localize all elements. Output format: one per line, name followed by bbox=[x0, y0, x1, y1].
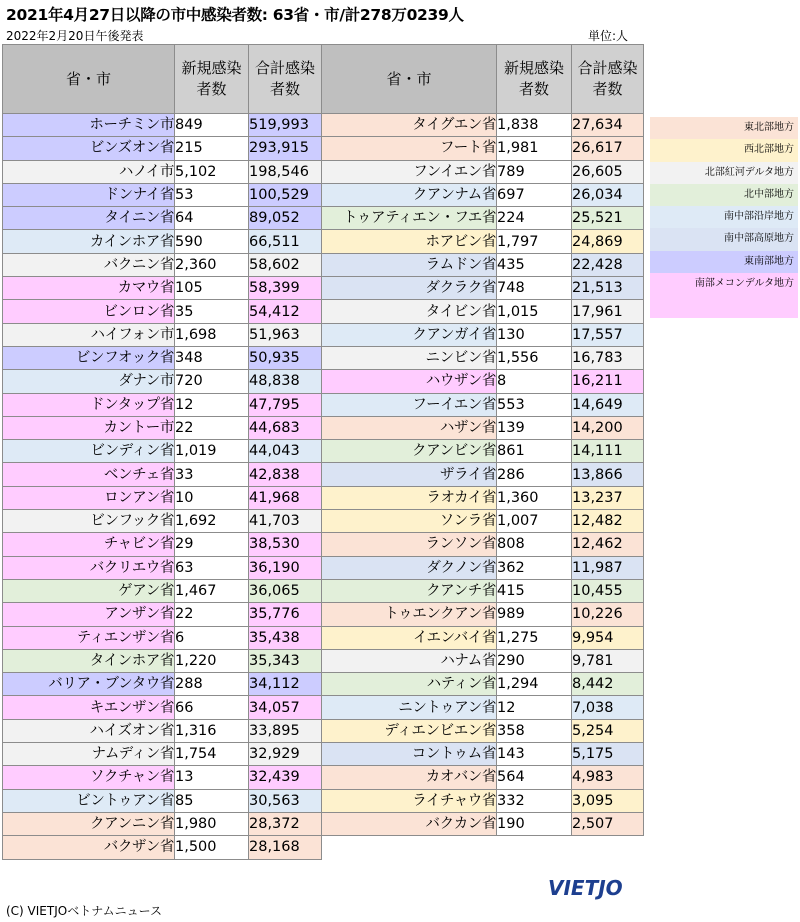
new-cases-value: 35 bbox=[175, 300, 249, 323]
province-name: バクザン省 bbox=[3, 836, 175, 859]
table-row bbox=[3, 253, 322, 276]
table-row bbox=[322, 440, 644, 463]
table-row bbox=[322, 766, 644, 789]
table-row bbox=[322, 626, 644, 649]
table-row bbox=[322, 579, 644, 602]
table-row bbox=[3, 183, 322, 206]
total-cases-value: 28,168 bbox=[249, 836, 322, 859]
new-cases-value: 564 bbox=[497, 766, 572, 789]
province-name: ニンビン省 bbox=[322, 346, 497, 369]
legend-item: 北中部地方 bbox=[650, 184, 798, 206]
table-row bbox=[322, 486, 644, 509]
table-row bbox=[3, 789, 322, 812]
copyright-footer: (C) VIETJOベトナムニュース bbox=[6, 904, 163, 918]
province-name: ディエンビエン省 bbox=[322, 719, 497, 742]
province-name: ダナン市 bbox=[3, 370, 175, 393]
province-name: ソンラ省 bbox=[322, 510, 497, 533]
new-cases-value: 697 bbox=[497, 183, 572, 206]
new-cases-value: 1,294 bbox=[497, 673, 572, 696]
new-cases-value: 553 bbox=[497, 393, 572, 416]
new-cases-value: 1,467 bbox=[175, 579, 249, 602]
province-name: ビントゥアン省 bbox=[3, 789, 175, 812]
table-row bbox=[3, 510, 322, 533]
table-row bbox=[322, 416, 644, 439]
province-name: ハイフォン市 bbox=[3, 323, 175, 346]
new-cases-value: 590 bbox=[175, 230, 249, 253]
new-cases-value: 66 bbox=[175, 696, 249, 719]
new-cases-value: 1,316 bbox=[175, 719, 249, 742]
table-row bbox=[322, 207, 644, 230]
total-cases-value: 14,649 bbox=[572, 393, 644, 416]
table-row bbox=[3, 812, 322, 835]
total-cases-value: 26,605 bbox=[572, 160, 644, 183]
legend-item: 西北部地方 bbox=[650, 139, 798, 161]
table-row bbox=[322, 743, 644, 766]
province-name: ビンディン省 bbox=[3, 440, 175, 463]
province-name: フーイエン省 bbox=[322, 393, 497, 416]
table-row bbox=[322, 393, 644, 416]
province-name: バクリエウ省 bbox=[3, 556, 175, 579]
new-cases-value: 288 bbox=[175, 673, 249, 696]
new-cases-value: 1,019 bbox=[175, 440, 249, 463]
province-name: ハナム省 bbox=[322, 649, 497, 672]
total-cases-value: 36,065 bbox=[249, 579, 322, 602]
province-name: ハウザン省 bbox=[322, 370, 497, 393]
total-cases-value: 293,915 bbox=[249, 137, 322, 160]
province-name: ホーチミン市 bbox=[3, 114, 175, 137]
province-name: ザライ省 bbox=[322, 463, 497, 486]
table-row bbox=[3, 603, 322, 626]
table-row bbox=[3, 626, 322, 649]
province-name: ニントゥアン省 bbox=[322, 696, 497, 719]
table-row bbox=[322, 719, 644, 742]
new-cases-value: 1,275 bbox=[497, 626, 572, 649]
new-cases-value: 8 bbox=[497, 370, 572, 393]
province-name: トゥアティエン・フエ省 bbox=[322, 207, 497, 230]
province-name: バクカン省 bbox=[322, 812, 497, 835]
header-total: 合計感染者数 bbox=[572, 45, 644, 114]
new-cases-value: 224 bbox=[497, 207, 572, 230]
table-row bbox=[3, 440, 322, 463]
new-cases-value: 1,015 bbox=[497, 300, 572, 323]
province-name: カマウ省 bbox=[3, 277, 175, 300]
table-row bbox=[3, 323, 322, 346]
new-cases-value: 13 bbox=[175, 766, 249, 789]
table-row bbox=[3, 277, 322, 300]
legend-item: 南中部沿岸地方 bbox=[650, 206, 798, 228]
table-row bbox=[3, 556, 322, 579]
total-cases-value: 89,052 bbox=[249, 207, 322, 230]
total-cases-value: 9,781 bbox=[572, 649, 644, 672]
announcement-date: 2022年2月20日午後発表 bbox=[6, 29, 144, 43]
new-cases-value: 849 bbox=[175, 114, 249, 137]
new-cases-value: 415 bbox=[497, 579, 572, 602]
table-row bbox=[3, 836, 322, 859]
new-cases-value: 1,007 bbox=[497, 510, 572, 533]
total-cases-value: 4,983 bbox=[572, 766, 644, 789]
table-row bbox=[3, 393, 322, 416]
province-name: タイグエン省 bbox=[322, 114, 497, 137]
total-cases-value: 21,513 bbox=[572, 277, 644, 300]
table-row bbox=[3, 743, 322, 766]
total-cases-value: 25,521 bbox=[572, 207, 644, 230]
table-header-row bbox=[322, 45, 644, 114]
new-cases-value: 130 bbox=[497, 323, 572, 346]
province-name: アンザン省 bbox=[3, 603, 175, 626]
new-cases-value: 1,556 bbox=[497, 346, 572, 369]
total-cases-value: 27,634 bbox=[572, 114, 644, 137]
province-name: ラオカイ省 bbox=[322, 486, 497, 509]
table-row bbox=[3, 766, 322, 789]
new-cases-value: 215 bbox=[175, 137, 249, 160]
total-cases-value: 30,563 bbox=[249, 789, 322, 812]
total-cases-value: 17,961 bbox=[572, 300, 644, 323]
total-cases-value: 17,557 bbox=[572, 323, 644, 346]
total-cases-value: 198,546 bbox=[249, 160, 322, 183]
total-cases-value: 58,602 bbox=[249, 253, 322, 276]
table-row bbox=[322, 510, 644, 533]
table-row bbox=[322, 183, 644, 206]
province-name: ゲアン省 bbox=[3, 579, 175, 602]
table-row bbox=[322, 277, 644, 300]
new-cases-value: 1,360 bbox=[497, 486, 572, 509]
total-cases-value: 51,963 bbox=[249, 323, 322, 346]
province-name: ハノイ市 bbox=[3, 160, 175, 183]
total-cases-value: 2,507 bbox=[572, 812, 644, 835]
table-row bbox=[3, 649, 322, 672]
new-cases-value: 1,500 bbox=[175, 836, 249, 859]
total-cases-value: 36,190 bbox=[249, 556, 322, 579]
table-row bbox=[322, 230, 644, 253]
legend-item: 南部メコンデルタ地方 bbox=[650, 273, 798, 295]
province-name: トゥエンクアン省 bbox=[322, 603, 497, 626]
new-cases-value: 286 bbox=[497, 463, 572, 486]
table-row bbox=[3, 207, 322, 230]
province-name: ホアビン省 bbox=[322, 230, 497, 253]
left-case-table bbox=[2, 44, 322, 860]
total-cases-value: 34,112 bbox=[249, 673, 322, 696]
legend-item bbox=[650, 295, 798, 317]
province-name: カントー市 bbox=[3, 416, 175, 439]
header-new-cases: 新規感染者数 bbox=[175, 45, 249, 114]
total-cases-value: 54,412 bbox=[249, 300, 322, 323]
province-name: ダクノン省 bbox=[322, 556, 497, 579]
total-cases-value: 7,038 bbox=[572, 696, 644, 719]
new-cases-value: 139 bbox=[497, 416, 572, 439]
total-cases-value: 35,438 bbox=[249, 626, 322, 649]
total-cases-value: 9,954 bbox=[572, 626, 644, 649]
new-cases-value: 1,698 bbox=[175, 323, 249, 346]
total-cases-value: 5,175 bbox=[572, 743, 644, 766]
total-cases-value: 3,095 bbox=[572, 789, 644, 812]
total-cases-value: 42,838 bbox=[249, 463, 322, 486]
new-cases-value: 143 bbox=[497, 743, 572, 766]
new-cases-value: 64 bbox=[175, 207, 249, 230]
table-row bbox=[322, 253, 644, 276]
total-cases-value: 58,399 bbox=[249, 277, 322, 300]
total-cases-value: 14,111 bbox=[572, 440, 644, 463]
province-name: チャビン省 bbox=[3, 533, 175, 556]
total-cases-value: 38,530 bbox=[249, 533, 322, 556]
new-cases-value: 1,220 bbox=[175, 649, 249, 672]
table-row bbox=[3, 533, 322, 556]
total-cases-value: 10,226 bbox=[572, 603, 644, 626]
province-name: キエンザン省 bbox=[3, 696, 175, 719]
new-cases-value: 10 bbox=[175, 486, 249, 509]
province-name: クアンニン省 bbox=[3, 812, 175, 835]
table-row bbox=[3, 137, 322, 160]
page-title: 2021年4月27日以降の市中感染者数: 63省・市/計278万0239人 bbox=[6, 6, 464, 24]
province-name: クアンガイ省 bbox=[322, 323, 497, 346]
unit-label: 単位:人 bbox=[588, 29, 629, 43]
new-cases-value: 861 bbox=[497, 440, 572, 463]
table-row bbox=[3, 719, 322, 742]
new-cases-value: 1,838 bbox=[497, 114, 572, 137]
table-row bbox=[322, 789, 644, 812]
table-row bbox=[3, 416, 322, 439]
new-cases-value: 358 bbox=[497, 719, 572, 742]
table-row bbox=[322, 533, 644, 556]
total-cases-value: 33,895 bbox=[249, 719, 322, 742]
total-cases-value: 100,529 bbox=[249, 183, 322, 206]
total-cases-value: 8,442 bbox=[572, 673, 644, 696]
province-name: ドンナイ省 bbox=[3, 183, 175, 206]
total-cases-value: 41,703 bbox=[249, 510, 322, 533]
new-cases-value: 362 bbox=[497, 556, 572, 579]
new-cases-value: 5,102 bbox=[175, 160, 249, 183]
total-cases-value: 35,776 bbox=[249, 603, 322, 626]
table-row bbox=[3, 300, 322, 323]
header-total: 合計感染者数 bbox=[249, 45, 322, 114]
province-name: ハザン省 bbox=[322, 416, 497, 439]
total-cases-value: 22,428 bbox=[572, 253, 644, 276]
province-name: ラムドン省 bbox=[322, 253, 497, 276]
total-cases-value: 26,034 bbox=[572, 183, 644, 206]
province-name: タインホア省 bbox=[3, 649, 175, 672]
legend-item: 南中部高原地方 bbox=[650, 228, 798, 250]
new-cases-value: 22 bbox=[175, 603, 249, 626]
table-row bbox=[322, 160, 644, 183]
total-cases-value: 32,439 bbox=[249, 766, 322, 789]
province-name: ソクチャン省 bbox=[3, 766, 175, 789]
province-name: クアンチ省 bbox=[322, 579, 497, 602]
province-name: タイビン省 bbox=[322, 300, 497, 323]
new-cases-value: 85 bbox=[175, 789, 249, 812]
table-row bbox=[3, 673, 322, 696]
province-name: ベンチェ省 bbox=[3, 463, 175, 486]
total-cases-value: 28,372 bbox=[249, 812, 322, 835]
province-name: フンイエン省 bbox=[322, 160, 497, 183]
province-name: ダクラク省 bbox=[322, 277, 497, 300]
legend-item: 東北部地方 bbox=[650, 117, 798, 139]
new-cases-value: 12 bbox=[175, 393, 249, 416]
new-cases-value: 720 bbox=[175, 370, 249, 393]
legend-item: 東南部地方 bbox=[650, 251, 798, 273]
header-province: 省・市 bbox=[322, 45, 497, 114]
total-cases-value: 13,866 bbox=[572, 463, 644, 486]
total-cases-value: 35,343 bbox=[249, 649, 322, 672]
province-name: ティエンザン省 bbox=[3, 626, 175, 649]
province-name: フート省 bbox=[322, 137, 497, 160]
total-cases-value: 5,254 bbox=[572, 719, 644, 742]
table-row bbox=[322, 696, 644, 719]
table-row bbox=[3, 346, 322, 369]
province-name: イエンバイ省 bbox=[322, 626, 497, 649]
table-row bbox=[322, 137, 644, 160]
total-cases-value: 10,455 bbox=[572, 579, 644, 602]
new-cases-value: 332 bbox=[497, 789, 572, 812]
legend-item: 北部紅河デルタ地方 bbox=[650, 162, 798, 184]
total-cases-value: 16,783 bbox=[572, 346, 644, 369]
new-cases-value: 33 bbox=[175, 463, 249, 486]
total-cases-value: 44,683 bbox=[249, 416, 322, 439]
table-row bbox=[322, 673, 644, 696]
province-name: ビンフオック省 bbox=[3, 346, 175, 369]
header-new-cases: 新規感染者数 bbox=[497, 45, 572, 114]
total-cases-value: 24,869 bbox=[572, 230, 644, 253]
new-cases-value: 53 bbox=[175, 183, 249, 206]
province-name: ハティン省 bbox=[322, 673, 497, 696]
new-cases-value: 435 bbox=[497, 253, 572, 276]
total-cases-value: 12,462 bbox=[572, 533, 644, 556]
table-row bbox=[322, 300, 644, 323]
total-cases-value: 519,993 bbox=[249, 114, 322, 137]
province-name: ハイズオン省 bbox=[3, 719, 175, 742]
province-name: クアンナム省 bbox=[322, 183, 497, 206]
total-cases-value: 66,511 bbox=[249, 230, 322, 253]
province-name: ビンズオン省 bbox=[3, 137, 175, 160]
table-row bbox=[3, 160, 322, 183]
total-cases-value: 13,237 bbox=[572, 486, 644, 509]
new-cases-value: 1,981 bbox=[497, 137, 572, 160]
table-header-row bbox=[3, 45, 322, 114]
new-cases-value: 2,360 bbox=[175, 253, 249, 276]
table-row bbox=[322, 556, 644, 579]
total-cases-value: 34,057 bbox=[249, 696, 322, 719]
table-row bbox=[3, 230, 322, 253]
new-cases-value: 29 bbox=[175, 533, 249, 556]
province-name: ロンアン省 bbox=[3, 486, 175, 509]
total-cases-value: 12,482 bbox=[572, 510, 644, 533]
province-name: カオバン省 bbox=[322, 766, 497, 789]
table-row bbox=[3, 370, 322, 393]
total-cases-value: 14,200 bbox=[572, 416, 644, 439]
new-cases-value: 22 bbox=[175, 416, 249, 439]
table-row bbox=[322, 114, 644, 137]
table-row bbox=[3, 696, 322, 719]
new-cases-value: 1,797 bbox=[497, 230, 572, 253]
new-cases-value: 789 bbox=[497, 160, 572, 183]
total-cases-value: 50,935 bbox=[249, 346, 322, 369]
total-cases-value: 44,043 bbox=[249, 440, 322, 463]
new-cases-value: 1,754 bbox=[175, 743, 249, 766]
province-name: ナムディン省 bbox=[3, 743, 175, 766]
province-name: カインホア省 bbox=[3, 230, 175, 253]
table-row bbox=[322, 812, 644, 835]
table-row bbox=[322, 463, 644, 486]
header-province: 省・市 bbox=[3, 45, 175, 114]
new-cases-value: 808 bbox=[497, 533, 572, 556]
province-name: バクニン省 bbox=[3, 253, 175, 276]
new-cases-value: 190 bbox=[497, 812, 572, 835]
region-legend bbox=[650, 117, 798, 318]
new-cases-value: 290 bbox=[497, 649, 572, 672]
total-cases-value: 32,929 bbox=[249, 743, 322, 766]
new-cases-value: 348 bbox=[175, 346, 249, 369]
total-cases-value: 47,795 bbox=[249, 393, 322, 416]
province-name: ビンフック省 bbox=[3, 510, 175, 533]
province-name: ビンロン省 bbox=[3, 300, 175, 323]
table-row bbox=[322, 603, 644, 626]
new-cases-value: 1,692 bbox=[175, 510, 249, 533]
total-cases-value: 41,968 bbox=[249, 486, 322, 509]
table-row bbox=[3, 486, 322, 509]
total-cases-value: 48,838 bbox=[249, 370, 322, 393]
province-name: ランソン省 bbox=[322, 533, 497, 556]
province-name: ライチャウ省 bbox=[322, 789, 497, 812]
new-cases-value: 12 bbox=[497, 696, 572, 719]
province-name: コントゥム省 bbox=[322, 743, 497, 766]
total-cases-value: 26,617 bbox=[572, 137, 644, 160]
province-name: タイニン省 bbox=[3, 207, 175, 230]
table-row bbox=[322, 323, 644, 346]
new-cases-value: 1,980 bbox=[175, 812, 249, 835]
new-cases-value: 748 bbox=[497, 277, 572, 300]
province-name: クアンビン省 bbox=[322, 440, 497, 463]
province-name: ドンタップ省 bbox=[3, 393, 175, 416]
table-row bbox=[3, 114, 322, 137]
table-row bbox=[322, 649, 644, 672]
new-cases-value: 105 bbox=[175, 277, 249, 300]
table-row bbox=[3, 579, 322, 602]
table-row bbox=[322, 370, 644, 393]
table-row bbox=[3, 463, 322, 486]
vietjo-logo: VIETJO bbox=[548, 876, 623, 900]
total-cases-value: 11,987 bbox=[572, 556, 644, 579]
total-cases-value: 16,211 bbox=[572, 370, 644, 393]
new-cases-value: 989 bbox=[497, 603, 572, 626]
new-cases-value: 6 bbox=[175, 626, 249, 649]
new-cases-value: 63 bbox=[175, 556, 249, 579]
right-case-table bbox=[321, 44, 644, 836]
table-row bbox=[322, 346, 644, 369]
province-name: バリア・ブンタウ省 bbox=[3, 673, 175, 696]
